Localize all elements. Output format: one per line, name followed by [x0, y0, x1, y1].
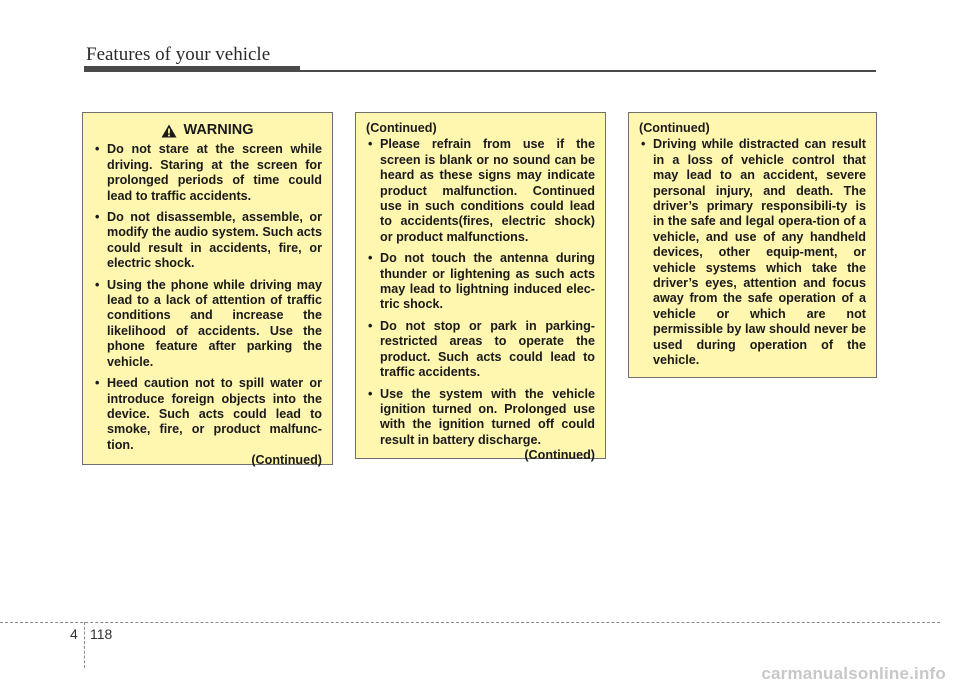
warning-heading-text: WARNING [183, 122, 254, 138]
warning-box-2 [355, 112, 606, 463]
header-rule-thick [84, 66, 300, 72]
list-item: • Using the phone while driving may lead to a lack of attention of traffic conditions and increase the likelihood of accidents. Use the phone feature after parking the vehicle. [93, 278, 322, 370]
warning-box-3 [628, 112, 877, 378]
page-header-title: Features of your vehicle [86, 44, 271, 65]
watermark: carmanualsonline.info [761, 664, 946, 683]
page-number: 118 [90, 626, 113, 642]
list-item: • Do not stare at the screen while driving. Staring at the screen for prolonged periods of time could lead to traffic accidents. [93, 142, 322, 204]
footer-divider [84, 622, 85, 668]
continued-heading: (Continued) [366, 121, 437, 135]
list-item: • Do not disassemble, assemble, or modify the audio system. Such acts could result in accidents, fire, or electric shock. [93, 210, 322, 272]
footer-rule [0, 622, 940, 623]
list-item: • Do not stop or park in parking-restricted areas to operate the product. Such acts could lead to traffic accidents. [366, 319, 595, 381]
warning-triangle-icon [161, 124, 177, 138]
continued-footer: (Continued) [524, 448, 595, 463]
list-item: • Please refrain from use if the screen is blank or no sound can be heard as these signs may indicate product malfunction. Continued use in such conditions could lead to accidents(fires, electric shock) or product malfunctions. [366, 137, 595, 245]
list-item: • Do not touch the antenna during thunder or lightening as such acts may lead to lightning induced elec-tric shock. [366, 251, 595, 313]
continued-heading: (Continued) [639, 121, 710, 135]
warning-box-1 [82, 112, 333, 468]
continued-footer: (Continued) [251, 453, 322, 468]
list-item: • Driving while distracted can result in a loss of vehicle control that may lead to an accident, severe personal injury, and death. The driver’s primary responsibili-ty is in the safe and legal opera-tion of a vehicle, and use of any handheld devices, other equip-ment, or vehicle systems which take the driver’s eyes, attention and focus away from the safe operation of a vehicle or which are not permissible by law should never be used during operation of the vehicle. [639, 137, 866, 368]
list-item: • Use the system with the vehicle ignition turned on. Prolonged use with the ignition turned off could result in battery discharge. [366, 387, 595, 449]
warning-heading [93, 123, 322, 138]
chapter-number: 4 [70, 626, 78, 642]
header-rule-thin [300, 70, 876, 72]
list-item: • Heed caution not to spill water or introduce foreign objects into the device. Such acts could lead to smoke, fire, or product malfunc-tion. [93, 376, 322, 453]
